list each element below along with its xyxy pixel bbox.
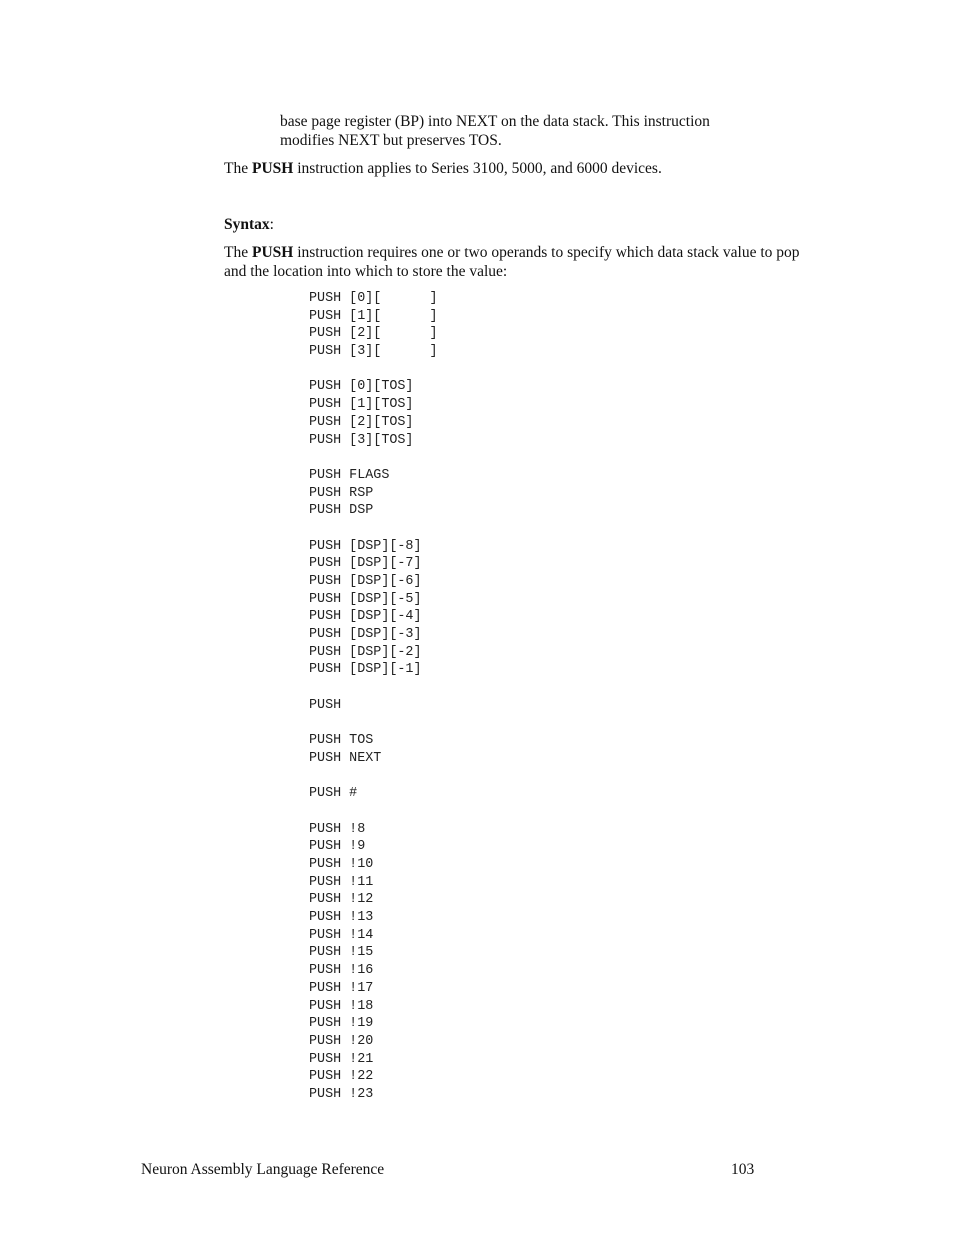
intro-line-1: base page register (BP) into NEXT on the data stack. This instruction [280,113,710,130]
footer-document-title: Neuron Assembly Language Reference [141,1161,385,1178]
code-line: PUSH !23 [309,1086,374,1102]
code-line: PUSH !18 [309,998,374,1014]
code-line: PUSH [3][TOS] [309,432,414,448]
code-line: PUSH [2][ ] [309,326,438,342]
push-keyword: PUSH [251,244,294,261]
footer-page-number: 103 [731,1161,755,1178]
code-line: PUSH [309,697,342,713]
code-blank-line [309,803,438,821]
syntax-desc-suffix: instruction requires one or two operands to specify which data stack value to pop and the location into which to store the value: [224,244,800,280]
code-line: PUSH [DSP][-6] [309,574,422,589]
code-blank-line [309,715,438,733]
syntax-heading-colon: : [269,216,274,233]
syntax-heading [224,215,274,234]
code-line: PUSH [1][TOS] [309,397,414,413]
code-line: PUSH [DSP][-2] [309,644,422,660]
syntax-description-paragraph [224,243,824,281]
code-line: PUSH !17 [309,980,374,996]
code-line: PUSH !10 [309,857,374,872]
code-line: PUSH RSP [309,485,374,501]
intro-continuation-paragraph [280,112,820,150]
code-line: PUSH [0][ ] [309,291,438,306]
syntax-code-block [309,290,438,1104]
code-line: PUSH [2][TOS] [309,414,414,430]
push-keyword: PUSH [251,160,294,177]
code-line: PUSH !9 [309,839,366,855]
code-line: PUSH NEXT [309,750,382,766]
code-line: PUSH !16 [309,963,374,979]
code-line: PUSH !22 [309,1069,374,1085]
code-line: PUSH [DSP][-3] [309,627,422,643]
code-line: PUSH !8 [309,821,366,837]
intro-line-2: modifies NEXT but preserves TOS. [280,132,502,149]
code-line: PUSH [DSP][-4] [309,609,422,625]
code-line: PUSH !14 [309,927,374,943]
code-line: PUSH TOS [309,733,374,749]
applies-suffix: instruction applies to Series 3100, 5000, and 6000 devices. [293,160,662,177]
code-line: PUSH [DSP][-1] [309,662,422,678]
applies-to-paragraph [224,159,824,178]
code-line: PUSH [3][ ] [309,344,438,360]
code-line: PUSH # [309,786,358,802]
code-line: PUSH [DSP][-7] [309,556,422,572]
code-line: PUSH FLAGS [309,467,390,483]
code-line: PUSH !20 [309,1033,374,1049]
code-line: PUSH [0][TOS] [309,379,414,395]
code-line: PUSH DSP [309,503,374,519]
code-line: PUSH !13 [309,910,374,926]
code-blank-line [309,520,438,538]
code-line: PUSH [1][ ] [309,308,438,324]
code-blank-line [309,449,438,467]
code-line: PUSH [DSP][-8] [309,538,422,554]
code-line: PUSH [DSP][-5] [309,591,422,607]
applies-prefix: The [224,160,252,177]
syntax-heading-text: Syntax [224,216,270,233]
code-line: PUSH !15 [309,945,374,961]
code-line: PUSH !19 [309,1016,374,1032]
code-blank-line [309,679,438,697]
code-line: PUSH !21 [309,1051,374,1067]
code-blank-line [309,361,438,379]
code-blank-line [309,768,438,786]
code-line: PUSH !11 [309,874,374,890]
syntax-desc-prefix: The [224,244,252,261]
code-line: PUSH !12 [309,892,374,908]
